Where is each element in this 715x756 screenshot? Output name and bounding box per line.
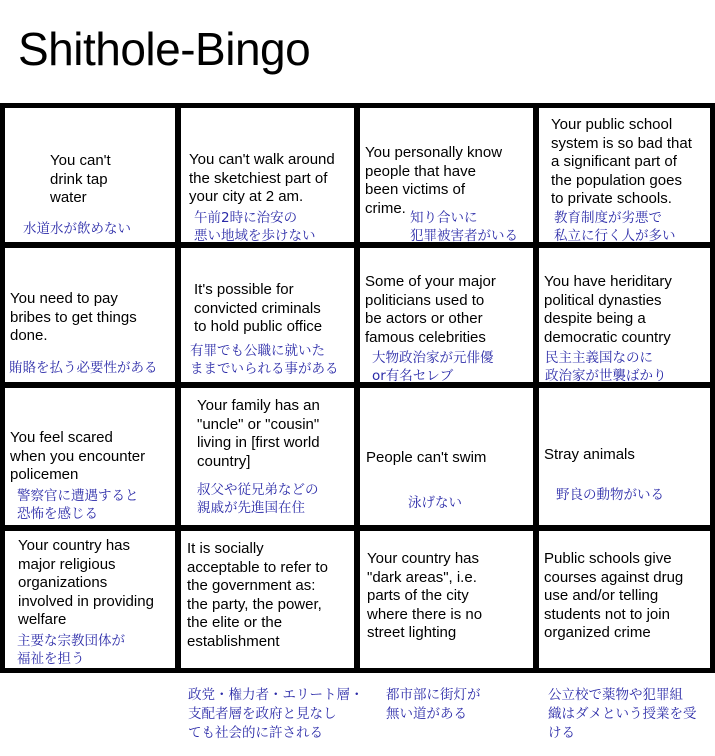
cell-text: It's possible for convicted criminals to hold public office <box>194 281 323 335</box>
cell-text: Your public school system is so bad that a significant part of the population goes to private schools. <box>551 116 692 207</box>
cell-text: Some of your major politicians used to be actors or other famous celebrities <box>365 273 496 346</box>
cell-text: You feel scared when you encounter policemen <box>10 429 146 483</box>
bingo-cell <box>539 248 710 382</box>
cell-translation: 警察官に遭遇すると 恐怖を感じる <box>17 488 139 522</box>
bingo-cell <box>5 531 175 668</box>
cell-text: You have heriditary political dynasties despite being a democratic country <box>544 273 672 346</box>
cell-translation: 知り合いに 犯罪被害者がいる <box>410 210 518 242</box>
cell-translation: 有罪でも公職に就いた ままでいられる事がある <box>190 343 339 377</box>
cell-translation: 野良の動物がいる <box>556 487 664 503</box>
cell-translation: 泳げない <box>408 495 462 511</box>
cell-text: It is socially acceptable to refer to the government as: the party, the power, the elite or the establishment <box>187 540 328 650</box>
cell-text: You can't walk around the sketchiest part of your city at 2 am. <box>189 151 335 205</box>
cell-text: You can't drink tap water <box>50 152 111 206</box>
bingo-grid <box>0 103 715 673</box>
bingo-cell <box>181 248 354 382</box>
cell-translation: 民主主義国なのに 政治家が世襲ばかり <box>545 350 667 382</box>
bingo-cell <box>539 108 710 242</box>
translation-note: 公立校で薬物や犯罪組 織はダメという授業を受 ける <box>548 687 697 741</box>
cell-translation: 賄賂を払う必要性がある <box>9 360 158 376</box>
bingo-cell <box>181 388 354 525</box>
bingo-cell <box>360 388 533 525</box>
cell-translation: 午前2時に治安の 悪い地域を歩けない <box>194 210 316 242</box>
cell-text: You personally know people that have been victims of crime. <box>365 144 503 217</box>
bingo-cell <box>5 108 175 242</box>
cell-translation: 主要な宗教団体が 福祉を担う <box>17 633 125 667</box>
bingo-cell <box>181 108 354 242</box>
bingo-cell <box>539 531 710 668</box>
translation-note: 都市部に街灯が 無い道がある <box>386 687 481 722</box>
bingo-cell <box>360 248 533 382</box>
bingo-cell <box>181 531 354 668</box>
bingo-cell <box>539 388 710 525</box>
cell-text: Stray animals <box>544 446 635 463</box>
cell-text: Your family has an "uncle" or "cousin" living in [first world country] <box>197 397 320 470</box>
bingo-cell <box>5 388 175 525</box>
cell-translation: 教育制度が劣悪で 私立に行く人が多い <box>554 210 676 242</box>
bingo-cell <box>360 531 533 668</box>
translation-note: 政党・権力者・エリート層・ 支配者層を政府と見なし ても社会的に許される <box>188 687 364 741</box>
bingo-cell <box>360 108 533 242</box>
bingo-cell <box>5 248 175 382</box>
cell-translation: 大物政治家が元俳優 or有名セレブ <box>372 350 494 382</box>
cell-text: People can't swim <box>366 449 487 466</box>
cell-text: You need to pay bribes to get things done. <box>10 290 137 344</box>
cell-text: Your country has "dark areas", i.e. parts of the city where there is no street lighting <box>367 550 483 641</box>
cell-translation: 叔父や従兄弟などの 親戚が先進国在住 <box>197 482 319 516</box>
cell-text: Your country has major religious organizations involved in providing welfare <box>18 537 154 628</box>
cell-translation: 水道水が飲めない <box>23 221 131 237</box>
page-title: Shithole-Bingo <box>18 23 311 75</box>
cell-text: Public schools give courses against drug use and/or telling students not to join organized crime <box>544 550 684 641</box>
